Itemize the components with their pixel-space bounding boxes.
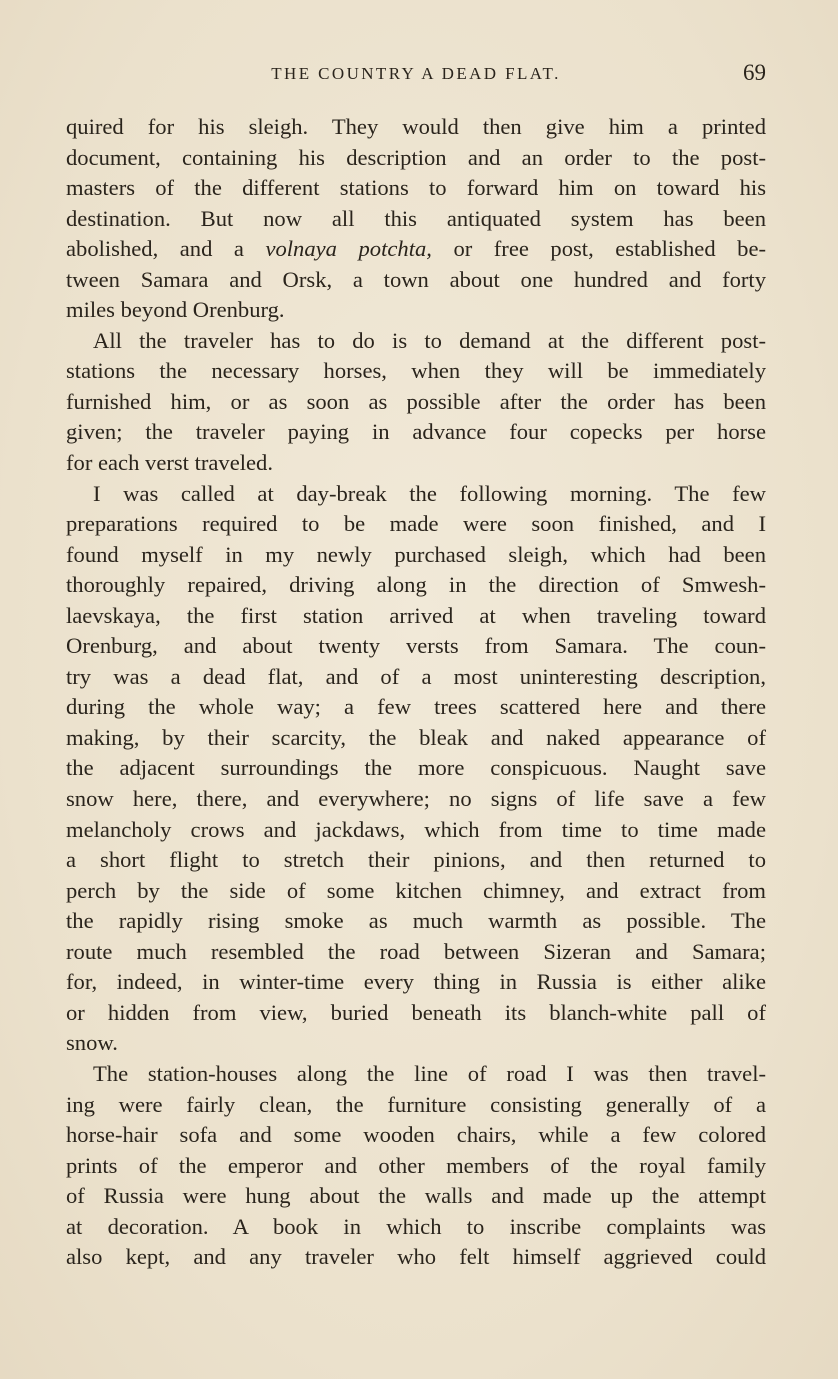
text-line: for each verst traveled. bbox=[66, 450, 273, 476]
text-line: The station-houses along the line of road I was then travel- bbox=[93, 1060, 766, 1086]
text-line: miles beyond Orenburg. bbox=[66, 297, 285, 323]
text-line bbox=[66, 234, 766, 265]
text-line: at decoration. A book in which to inscribe complaints was bbox=[66, 1213, 766, 1239]
italic-term: volnaya potchta, bbox=[265, 236, 432, 262]
text-run: or free post, established be- bbox=[431, 236, 766, 262]
text-line: I was called at day-break the following morning. The few bbox=[93, 480, 766, 506]
text-line: given; the traveler paying in advance four copecks per horse bbox=[66, 419, 766, 445]
text-line: the adjacent surroundings the more conspicuous. Naught save bbox=[66, 755, 766, 781]
text-line: a short flight to stretch their pinions, and then returned to bbox=[66, 847, 766, 873]
text-line: quired for his sleigh. They would then give him a printed bbox=[66, 114, 766, 139]
text-line: ing were fairly clean, the furniture consisting generally of a bbox=[66, 1091, 766, 1117]
text-line: perch by the side of some kitchen chimney, and extract from bbox=[66, 877, 766, 903]
paragraph bbox=[66, 326, 766, 479]
text-line: furnished him, or as soon as possible after the order has been bbox=[66, 388, 766, 414]
paragraph bbox=[66, 479, 766, 1059]
text-line: tween Samara and Orsk, a town about one hundred and forty bbox=[66, 266, 766, 292]
text-line: masters of the different stations to forward him on toward his bbox=[66, 175, 766, 201]
text-line: found myself in my newly purchased sleigh, which had been bbox=[66, 541, 766, 567]
text-line: prints of the emperor and other members of the royal family bbox=[66, 1152, 766, 1178]
text-run: abolished, and a bbox=[66, 236, 266, 262]
page-number: 69 bbox=[743, 60, 766, 85]
paragraph bbox=[66, 1059, 766, 1273]
text-line: also kept, and any traveler who felt himself aggrieved could bbox=[66, 1244, 766, 1270]
text-line: try was a dead flat, and of a most uninteresting description, bbox=[66, 663, 766, 689]
text-line: snow here, there, and everywhere; no signs of life save a few bbox=[66, 786, 766, 812]
text-line: route much resembled the road between Sizeran and Samara; bbox=[66, 938, 766, 964]
text-line: Orenburg, and about twenty versts from Samara. The coun- bbox=[66, 633, 766, 659]
text-line: laevskaya, the first station arrived at when traveling toward bbox=[66, 602, 766, 628]
text-line: making, by their scarcity, the bleak and naked appearance of bbox=[66, 724, 766, 750]
text-line: or hidden from view, buried beneath its blanch-white pall of bbox=[66, 999, 766, 1025]
text-line: stations the necessary horses, when they will be immediately bbox=[66, 358, 766, 384]
text-line: thoroughly repaired, driving along in the direction of Smwesh- bbox=[66, 572, 766, 598]
text-line: horse-hair sofa and some wooden chairs, while a few colored bbox=[66, 1122, 766, 1148]
text-line: melancholy crows and jackdaws, which from time to time made bbox=[66, 816, 766, 842]
text-line: destination. But now all this antiquated system has been bbox=[66, 205, 766, 231]
text-line: document, containing his description and an order to the post- bbox=[66, 144, 766, 170]
text-line: All the traveler has to do is to demand at the different post- bbox=[93, 327, 766, 353]
text-line: during the whole way; a few trees scattered here and there bbox=[66, 694, 766, 720]
text-line: of Russia were hung about the walls and made up the attempt bbox=[66, 1183, 766, 1209]
text-line: snow. bbox=[66, 1030, 118, 1056]
running-title: THE COUNTRY A DEAD FLAT. bbox=[271, 64, 561, 83]
text-line: preparations required to be made were soon finished, and I bbox=[66, 511, 766, 537]
text-line: the rapidly rising smoke as much warmth as possible. The bbox=[66, 908, 766, 934]
text-line: for, indeed, in winter-time every thing in Russia is either alike bbox=[66, 969, 766, 995]
paragraph bbox=[66, 112, 766, 326]
running-head bbox=[66, 60, 766, 88]
body-text bbox=[66, 112, 766, 1273]
